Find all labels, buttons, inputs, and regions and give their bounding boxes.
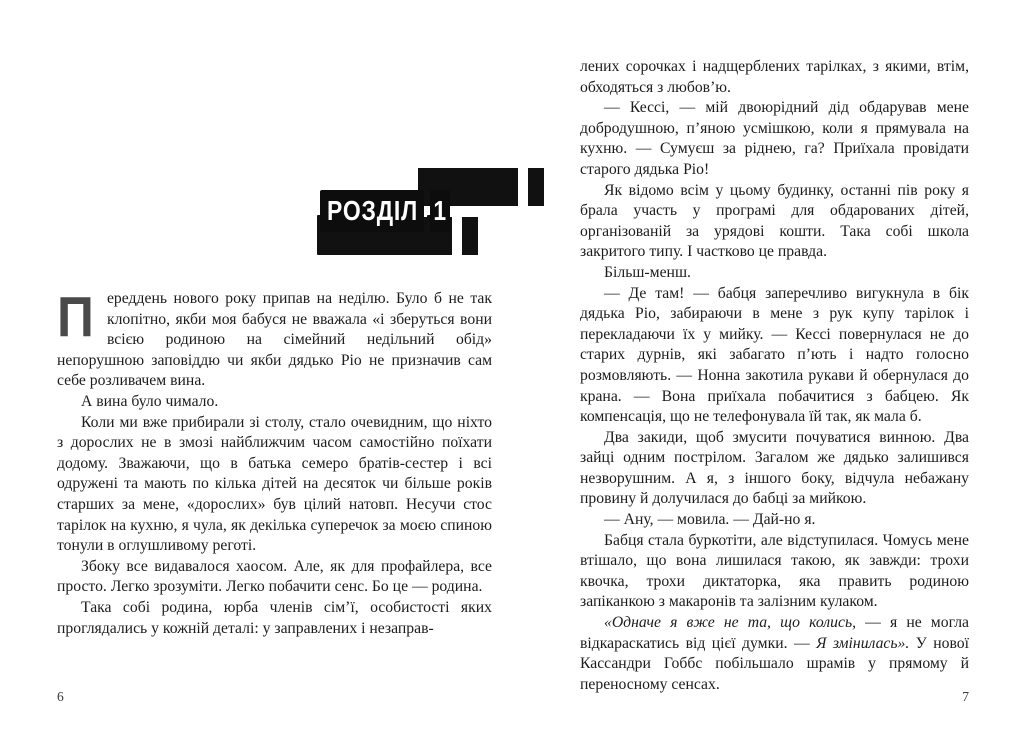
body-text: ереддень нового року припав на неділю. Було б не так клопітно, якби моя бабуся не вважала «і зберуться вони всією родиною на сімейний недільний обід» непорушною заповіддю чи якби дядько Ріо не призначив сам себе розливачем вина.	[57, 290, 492, 390]
body-text: — Ану, — мовила. — Дай-но я.	[604, 511, 816, 529]
body-text: — Де там! — бабця заперечливо вигукнула в бік дядька Ріо, забираючи в мене з рук купу тарілок і перекладаючи їх у мийку. — Кессі повернулася не до старих дурнів, які забагато п’ють і надто голосно розмовляють. — Нонна закотила рукави й обернулася до крана. — Вона приїхала побачитися з бабцею. Як компенсація, що не телефонувала їй так, як мала б.	[580, 284, 969, 426]
book-paragraph	[57, 598, 492, 639]
body-text: — я не могла відкараскатись від цієї думки. —	[580, 614, 970, 652]
drop-cap: П	[57, 285, 94, 349]
body-text: Бабця стала буркотіти, але відступилася. Чомусь мене втішало, що вона лишилася такою, як завжди: трохи квочка, трохи диктаторка, яка править родиною запіканкою з макаронів та залізним кулаком.	[580, 531, 969, 611]
book-paragraph	[580, 510, 969, 531]
book-paragraph	[57, 557, 492, 598]
book-paragraph	[580, 284, 969, 428]
body-text: лених сорочках і надщерблених тарілках, з якими, втім, обходяться з любов’ю.	[580, 58, 969, 96]
body-text: Два закиди, щоб змусити почуватися винною. Два зайці одним пострілом. Загалом же дядько залишився незворушним. А я, з іншого боку, відчула небажану провину й долучилася до бабці за мийкою.	[580, 428, 969, 508]
body-text: Збоку все видавалося хаосом. Але, як для профайлера, все просто. Легко зрозуміти. Легко побачити сенс. Бо це — родина.	[57, 557, 492, 596]
chapter-heading-title-block	[320, 190, 424, 232]
book-paragraph	[580, 263, 969, 284]
book-paragraph	[580, 531, 969, 613]
inner-thought-text: «Одначе я вже не та, що колись,	[604, 614, 866, 632]
chapter-heading-title: РОЗДІЛ	[326, 195, 418, 226]
body-text: А вина було чимало.	[81, 392, 219, 410]
right-page-text-column	[580, 57, 969, 695]
chapter-heading	[320, 190, 450, 232]
body-text: Така собі родина, юрба членів сім’ї, особистості яких проглядались у кожній деталі: у заправлених і незаправ-	[57, 598, 492, 637]
left-page-number: 6	[57, 689, 64, 704]
inner-thought-text: Я змінилась».	[816, 634, 910, 652]
book-paragraph	[57, 392, 492, 413]
book-paragraph	[580, 613, 969, 695]
body-text: Як відомо всім у цьому будинку, останні пів року я брала участь у програмі для обдарованих дітей, організованій за урядові кошти. Така собі школа закритого типу. І частково це правда.	[580, 181, 969, 261]
chapter-heading-number: 1	[433, 195, 447, 226]
body-text: Більш-менш.	[604, 263, 691, 281]
chapter-heading-number-block	[430, 190, 450, 232]
book-paragraph	[57, 285, 492, 392]
book-paragraph	[580, 57, 969, 98]
left-page-text-column	[57, 285, 492, 639]
book-paragraph	[57, 413, 492, 557]
right-page-number: 7	[962, 689, 969, 704]
book-paragraph	[580, 181, 969, 263]
book-paragraph	[580, 98, 969, 180]
book-paragraph	[580, 428, 969, 510]
body-text: У нової Кассандри Гоббс побільшало шрамів у прямому й переносному сенсах.	[580, 634, 970, 693]
body-text: — Кессі, — мій двоюрідний дід обдарував мене добродушною, п’яною усмішкою, коли я прямувала на кухню. — Сумуєш за ріднею, га? Приїхала провідати старого дядька Ріо!	[580, 99, 969, 178]
body-text: Коли ми вже прибирали зі столу, стало очевидним, що ніхто з дорослих не в змозі найближчим часом самостійно поїхати додому. Зважаючи, що в батька семеро братів-сестер і всі одружені та мають по кілька дітей на десяток чи більше років старших за мене, «дорослих» був цілий натовп. Несучи стос тарілок на кухню, я чула, як декілька суперечок за моєю спиною тонули в оглушливому реготі.	[57, 413, 492, 555]
